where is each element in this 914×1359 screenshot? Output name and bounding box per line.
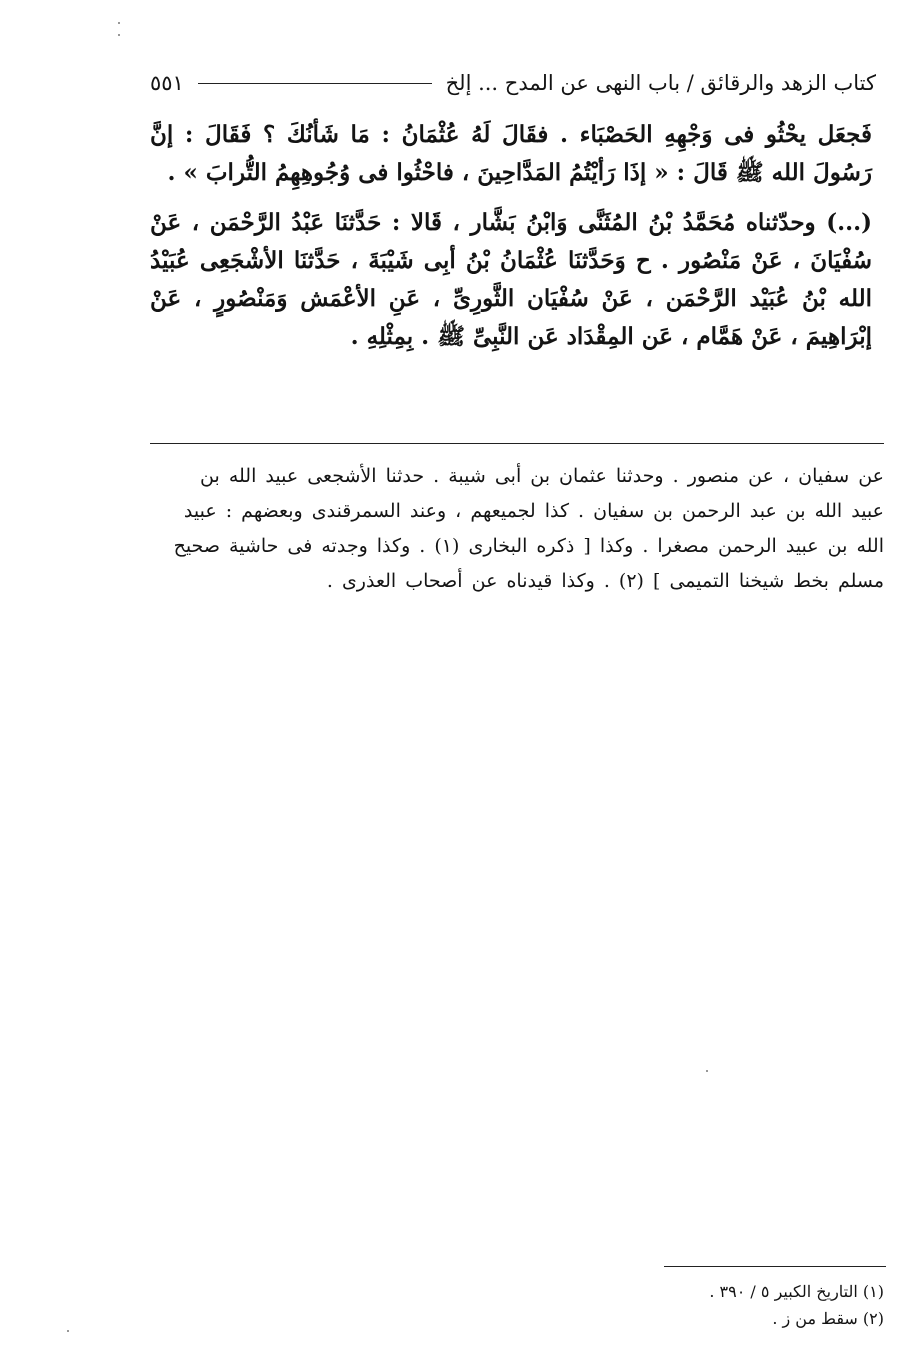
footnotes: [484, 1278, 884, 1332]
page-header: [150, 68, 876, 98]
commentary-divider: [150, 443, 884, 444]
hadith-paragraph-2: (...) وحدّثناه مُحَمَّدُ بْنُ المُثَنَّى وَابْنُ بَشَّار ، قَالا : حَدَّثنَا عَبْدُ الرَّحْمَن ، عَنْ سُفْيَانَ ، عَنْ مَنْصُور . ح وَحَدَّثنَا عُثْمَانُ بْنُ أبِى شَيْبَةَ ، حَدَّثنَا الأشْجَعِى عُبَيْدُ الله بْنُ عُبَيْد الرَّحْمَن ، عَنْ سُفْيَان الثَّورِىِّ ، عَنِ الأعْمَش وَمَنْصُورٍ ، عَنْ إبْرَاهِيمَ ، عَنْ هَمَّام ، عَن المِقْدَاد عَن النَّبِىِّ ﷺ . بِمِثْلِهِ .: [150, 209, 872, 350]
commentary-line: عبيد الله بن عبد الرحمن بن سفيان . كذا لجميعهم ، وعند السمرقندى وبعضهم : عبيد: [183, 500, 884, 522]
main-text: [150, 116, 872, 356]
footnote-2: (٢) سقط من ز .: [772, 1309, 884, 1328]
scan-speck: [118, 34, 120, 36]
footnote-1: (١) التاريخ الكبير ٥ / ٣٩٠ .: [709, 1282, 884, 1301]
scan-speck: [118, 22, 120, 24]
commentary-notes: [150, 459, 884, 599]
hadith-paragraph-1: فَجعَل يحْثُو فى وَجْهِهِ الحَصْبَاء . فقَالَ لَهُ عُثْمَانُ : مَا شَأنُكَ ؟ فَقَالَ : إنَّ رَسُولَ الله ﷺ قَالَ : « إذَا رَأيْتُمُ المَدَّاحِينَ ، فاحْثُوا فى وُجُوهِهِمُ التُّرابَ » .: [150, 121, 872, 186]
running-title: كتاب الزهد والرقائق / باب النهى عن المدح ... إلخ: [445, 71, 876, 95]
header-rule: [198, 83, 432, 84]
scan-speck: [67, 1330, 69, 1332]
commentary-line: الله بن عبيد الرحمن مصغرا . وكذا [ ذكره البخارى (١) . وكذا وجدته فى حاشية صحيح: [173, 535, 884, 557]
footnote-divider: [664, 1266, 886, 1267]
commentary-line: عن سفيان ، عن منصور . وحدثنا عثمان بن أبى شيبة . حدثنا الأشجعى عبيد الله بن: [200, 465, 884, 487]
page-number: ٥٥١: [150, 71, 184, 95]
scan-speck: [706, 1070, 708, 1072]
commentary-line: مسلم بخط شيخنا التميمى ] (٢) . وكذا قيدناه عن أصحاب العذرى .: [326, 570, 884, 592]
